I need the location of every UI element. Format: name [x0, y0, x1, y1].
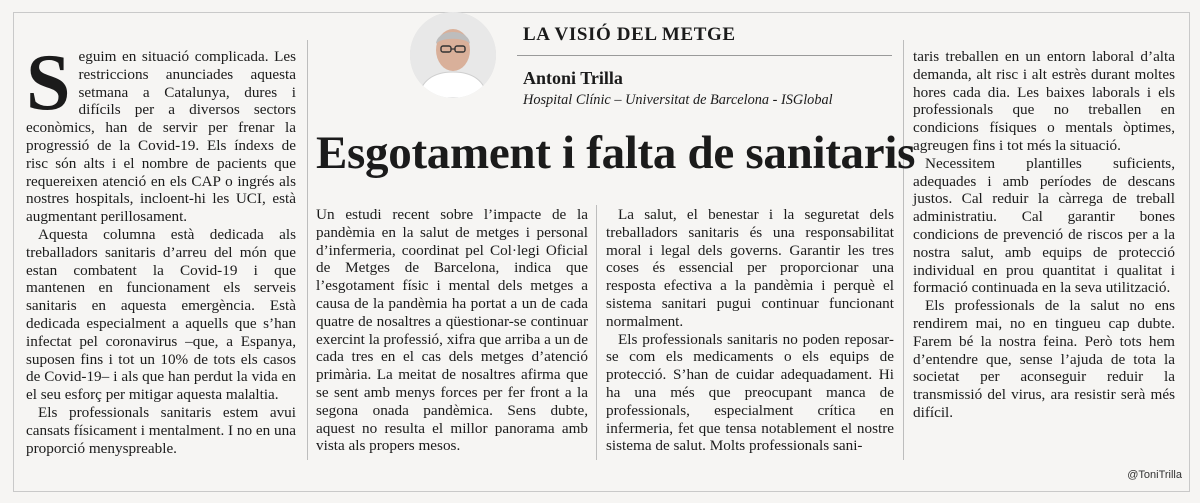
paragraph: Necessitem plantilles suficients, adequades i amb períodes de descans justos. Cal reduir la càrrega de treball administratiu. Cal garantir bones condicions de prevenció de riscos per a la nostra salut, amb equips de protecció individual en prou quantitat i qualitat i formació continuada en la seva utilització. — [913, 154, 1175, 297]
article-column-4 — [913, 48, 1175, 422]
paragraph: La salut, el benestar i la seguretat dels treballadors sanitaris és una responsabilitat moral i legal dels governs. Garantir les tres coses és essencial per proporcionar una resposta efectiva a la pandèmia i perquè el sistema sanitari pugui continuar funcionant normalment. — [606, 206, 894, 330]
paragraph-text: eguim en situació complicada. Les restriccions anunciades aquesta setmana a Catalunya, dures i difícils per a diversos sectors econòmics, han de servir per frenar la progressió de la Covid-19. Els índexs de risc són alts i el nombre de pacients que requereixen atenció en els CAP o ingrés als nostres hospitals, incloent-hi les UCI, està augmentant perillosament. — [26, 48, 296, 226]
portrait-image — [410, 12, 496, 98]
column-rule — [307, 40, 308, 460]
drop-cap: S — [26, 39, 71, 127]
author-affiliation: Hospital Clínic – Universitat de Barcelona - ISGlobal — [523, 92, 833, 108]
section-rule — [517, 55, 892, 56]
paragraph: Els professionals sanitaris estem avui cansats físicament i mentalment. I no en una proporció menyspreable. — [26, 403, 296, 457]
article-column-2 — [316, 206, 588, 455]
column-rule — [596, 205, 597, 460]
paragraph: Aquesta columna està dedicada als treballadors sanitaris d’arreu del món que estan combatent la Covid-19 i que mantenen en funcionament els serveis sanitaris en aquesta emergència. Està dedicada especialment a aquells que s’han infectat pel coronavirus –que, a Espanya, suposen fins i tot un 10% de tots els casos de Covid-19– i als que han perdut la vida en el seu esforç per mitigar aquesta malaltia. — [26, 225, 296, 404]
author-name: Antoni Trilla — [523, 68, 623, 88]
column-rule — [903, 40, 904, 460]
paragraph — [26, 39, 296, 226]
photo-credit: @ToniTrilla — [1127, 469, 1182, 481]
article-headline: Esgotament i falta de sanitaris — [316, 127, 916, 179]
article-column-1 — [26, 39, 296, 457]
paragraph: Un estudi recent sobre l’impacte de la pandèmia en la salut de metges i personal d’infermeria, coordinat pel Col·legi Oficial de Metges de Barcelona, indica que l’esgotament físic i mental dels metges a causa de la pandèmia ha portat a un de cada quatre de nosaltres a qüestionar-se continuar exercint la professió, xifra que arriba a un de cada tres en el cas dels metges d’atenció primària. La meitat de nosaltres afirma que se sent amb menys forces per fer front a la segona onada pandèmica. Sens dubte, aquest no resulta el millor panorama amb vista als propers mesos. — [316, 206, 588, 455]
paragraph: Els professionals de la salut no ens rendirem mai, no en tingueu cap dubte. Farem bé la nostra feina. Però tots hem d’entendre que, sense l’ajuda de tota la societat per aconseguir reduir la transmissió del virus, ara resistir serà més difícil. — [913, 297, 1175, 421]
section-title: LA VISIÓ DEL METGE — [523, 24, 736, 45]
paragraph: Els professionals sanitaris no poden reposar-se com els medicaments o els equips de protecció. S’han de cuidar adequadament. Hi ha una més que preocupant manca de professionals, especialment crítica en infermeria, fet que tensa notablement el nostre sistema de salut. Molts professionals sani- — [606, 330, 894, 455]
article-column-3 — [606, 206, 894, 455]
paragraph: taris treballen en un entorn laboral d’alta demanda, alt risc i alt estrès durant moltes hores cada dia. Les baixes laborals i els professionals que no treballen en condicions físiques o mentals òptimes, agreugen fins i tot més la situació. — [913, 48, 1175, 154]
author-photo — [410, 12, 496, 98]
